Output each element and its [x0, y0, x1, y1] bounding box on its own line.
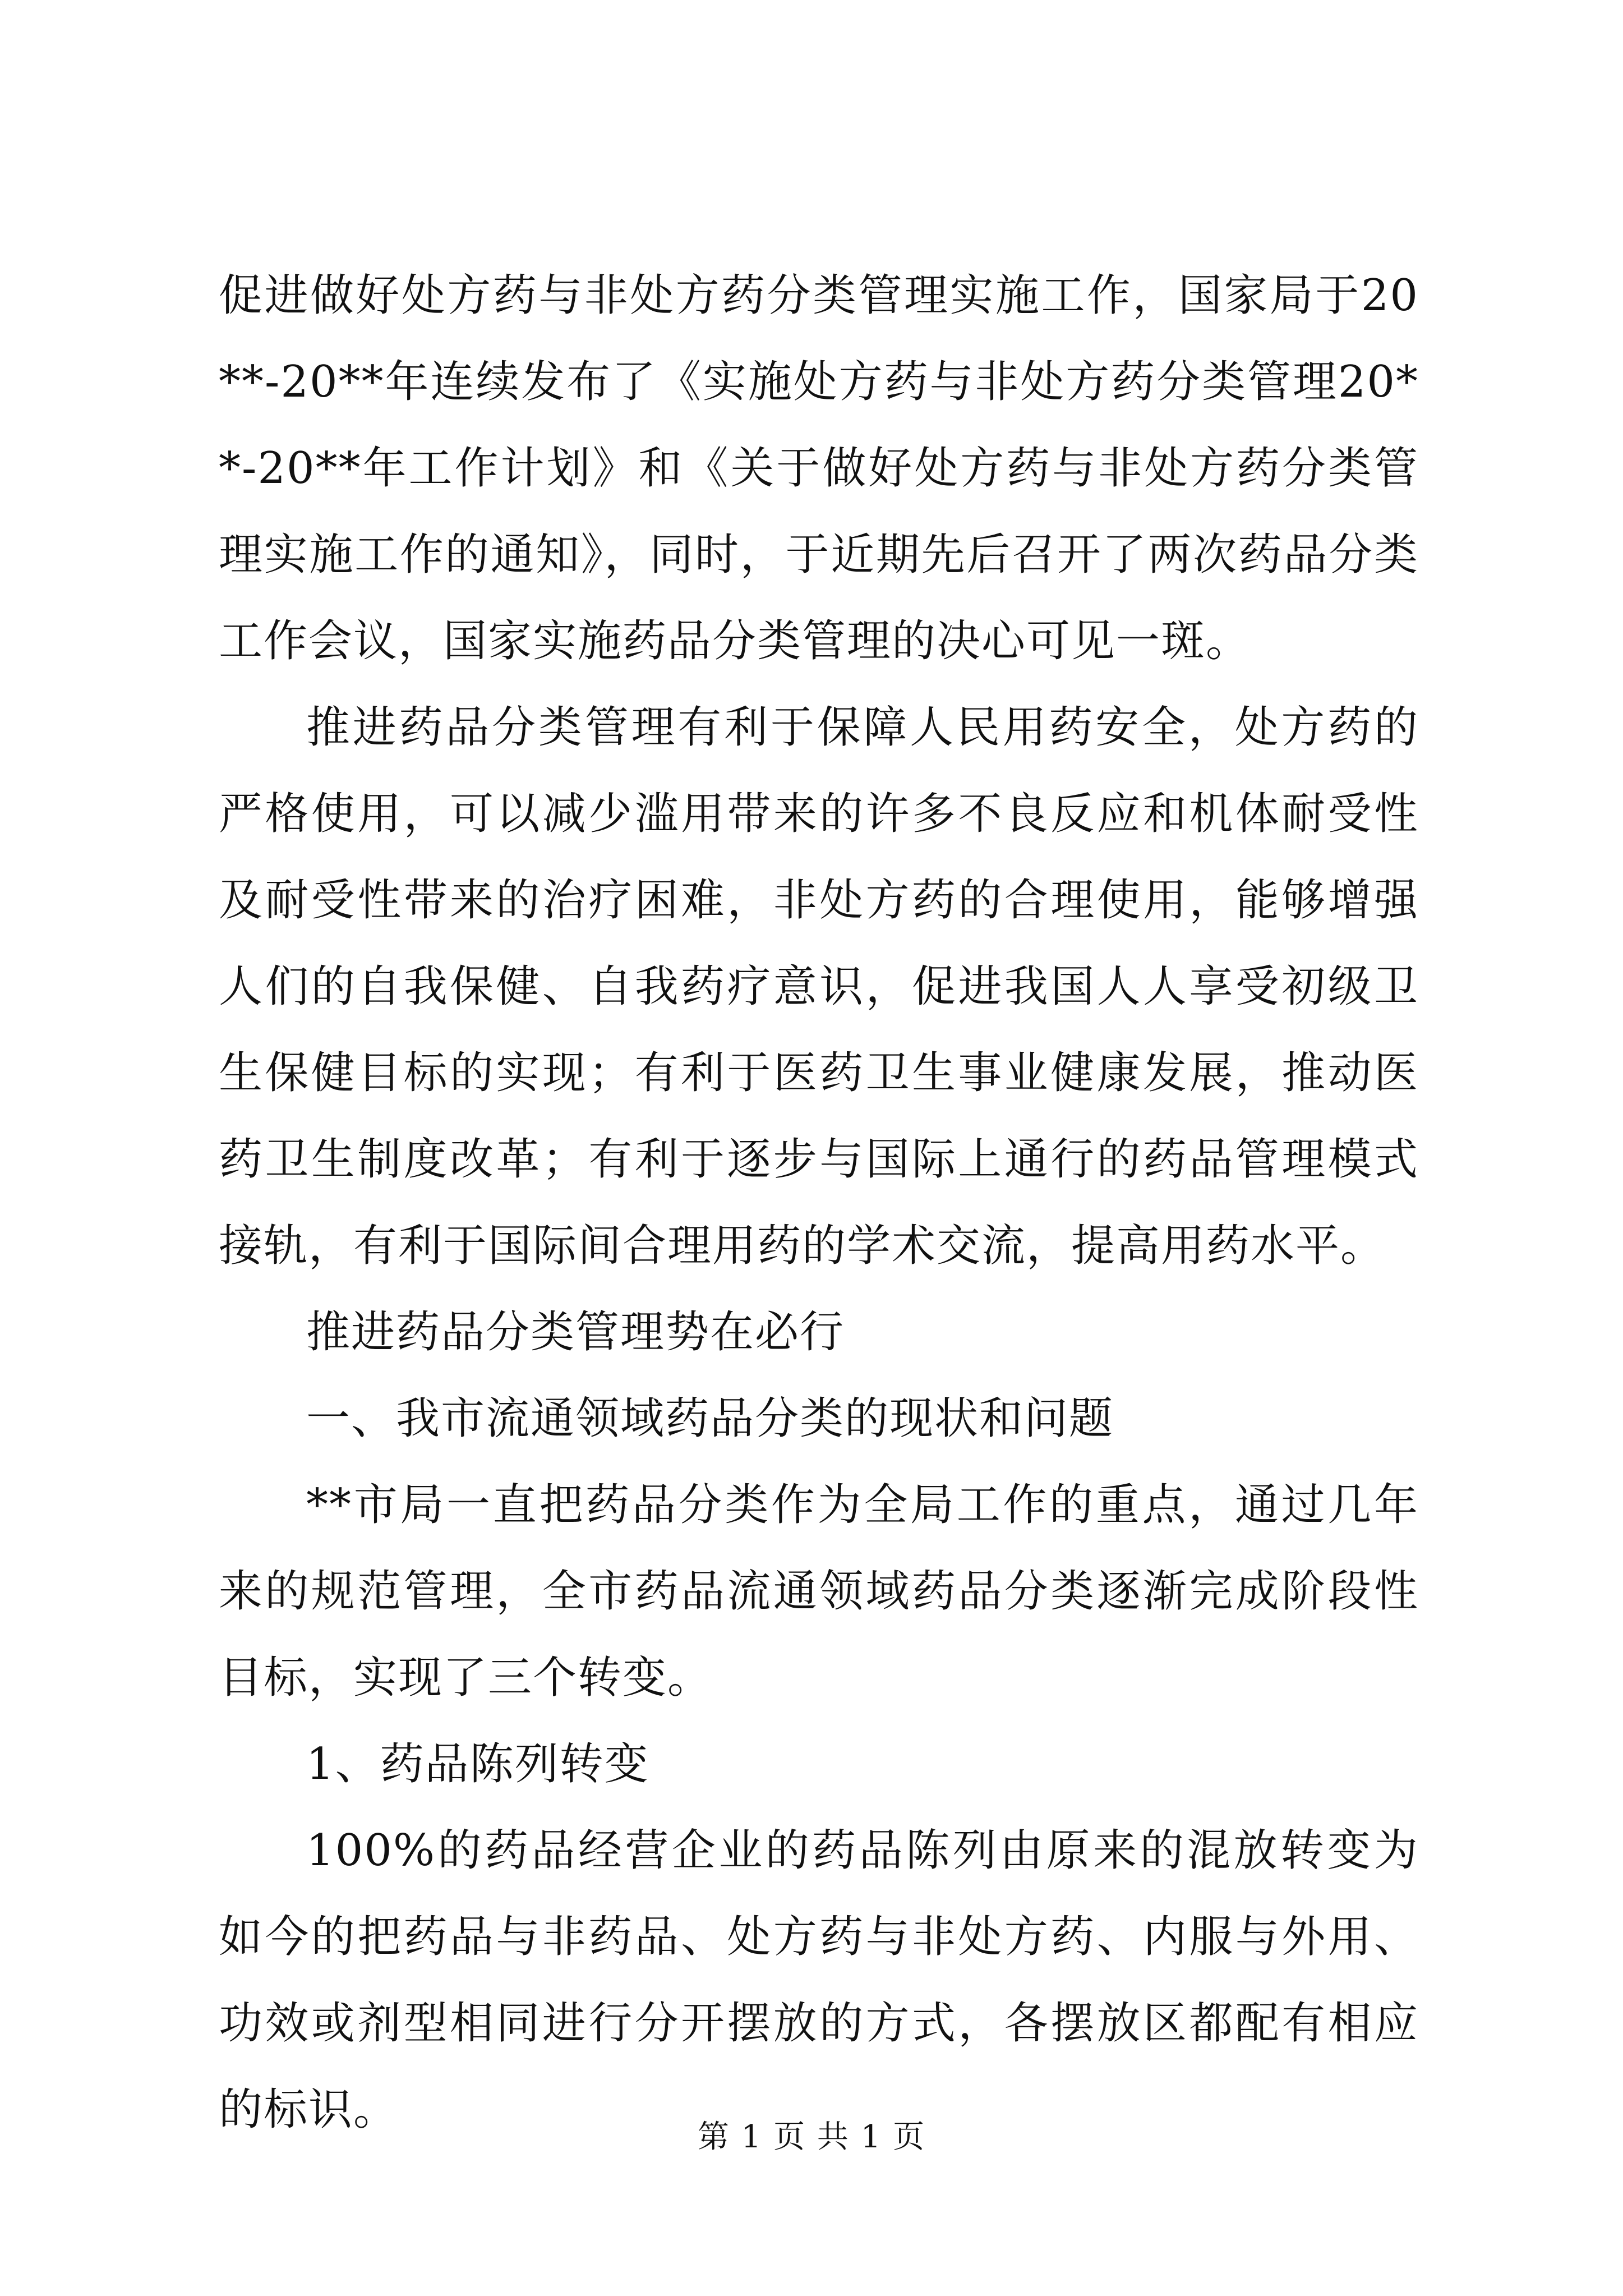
paragraph-benefits: 推进药品分类管理有利于保障人民用药安全，处方药的严格使用，可以减少滥用带来的许多不良反应和机体耐受性及耐受性带来的治疗困难，非处方药的合理使用，能够增强人们的自我保健、自我药疗意识，促进我国人人享受初级卫生保健目标的实现；有利于医药卫生事业健康发展，推动医药卫生制度改革；有利于逐步与国际上通行的药品管理模式接轨，有利于国际间合理用药的学术交流，提高用药水平。 — [219, 702, 1419, 1271]
section-heading-current-status: 一、我市流通领域药品分类的现状和问题 — [306, 1393, 1114, 1444]
document-body — [219, 252, 1419, 2153]
paragraph-city-bureau: **市局一直把药品分类作为全局工作的重点，通过几年来的规范管理，全市药品流通领域药品分类逐渐完成阶段性目标，实现了三个转变。 — [219, 1480, 1419, 1703]
paragraph-display-details: 100%的药品经营企业的药品陈列由原来的混放转变为如今的把药品与非药品、处方药与非处方药、内服与外用、功效或剂型相同进行分开摆放的方式，各摆放区都配有相应的标识。 — [219, 1825, 1419, 2135]
page-footer: 第 1 页 共 1 页 — [697, 2119, 926, 2155]
paragraph-policy-background: 促进做好处方药与非处方药分类管理实施工作，国家局于20**-20**年连续发布了《实施处方药与非处方药分类管理20**-20**年工作计划》和《关于做好处方药与非处方药分类管理实施工作的通知》，同时，于近期先后召开了两次药品分类工作会议，国家实施药品分类管理的决心可见一斑。 — [219, 270, 1419, 666]
subheading-display-change: 1、药品陈列转变 — [306, 1739, 649, 1789]
section-heading-necessity: 推进药品分类管理势在必行 — [306, 1307, 845, 1358]
